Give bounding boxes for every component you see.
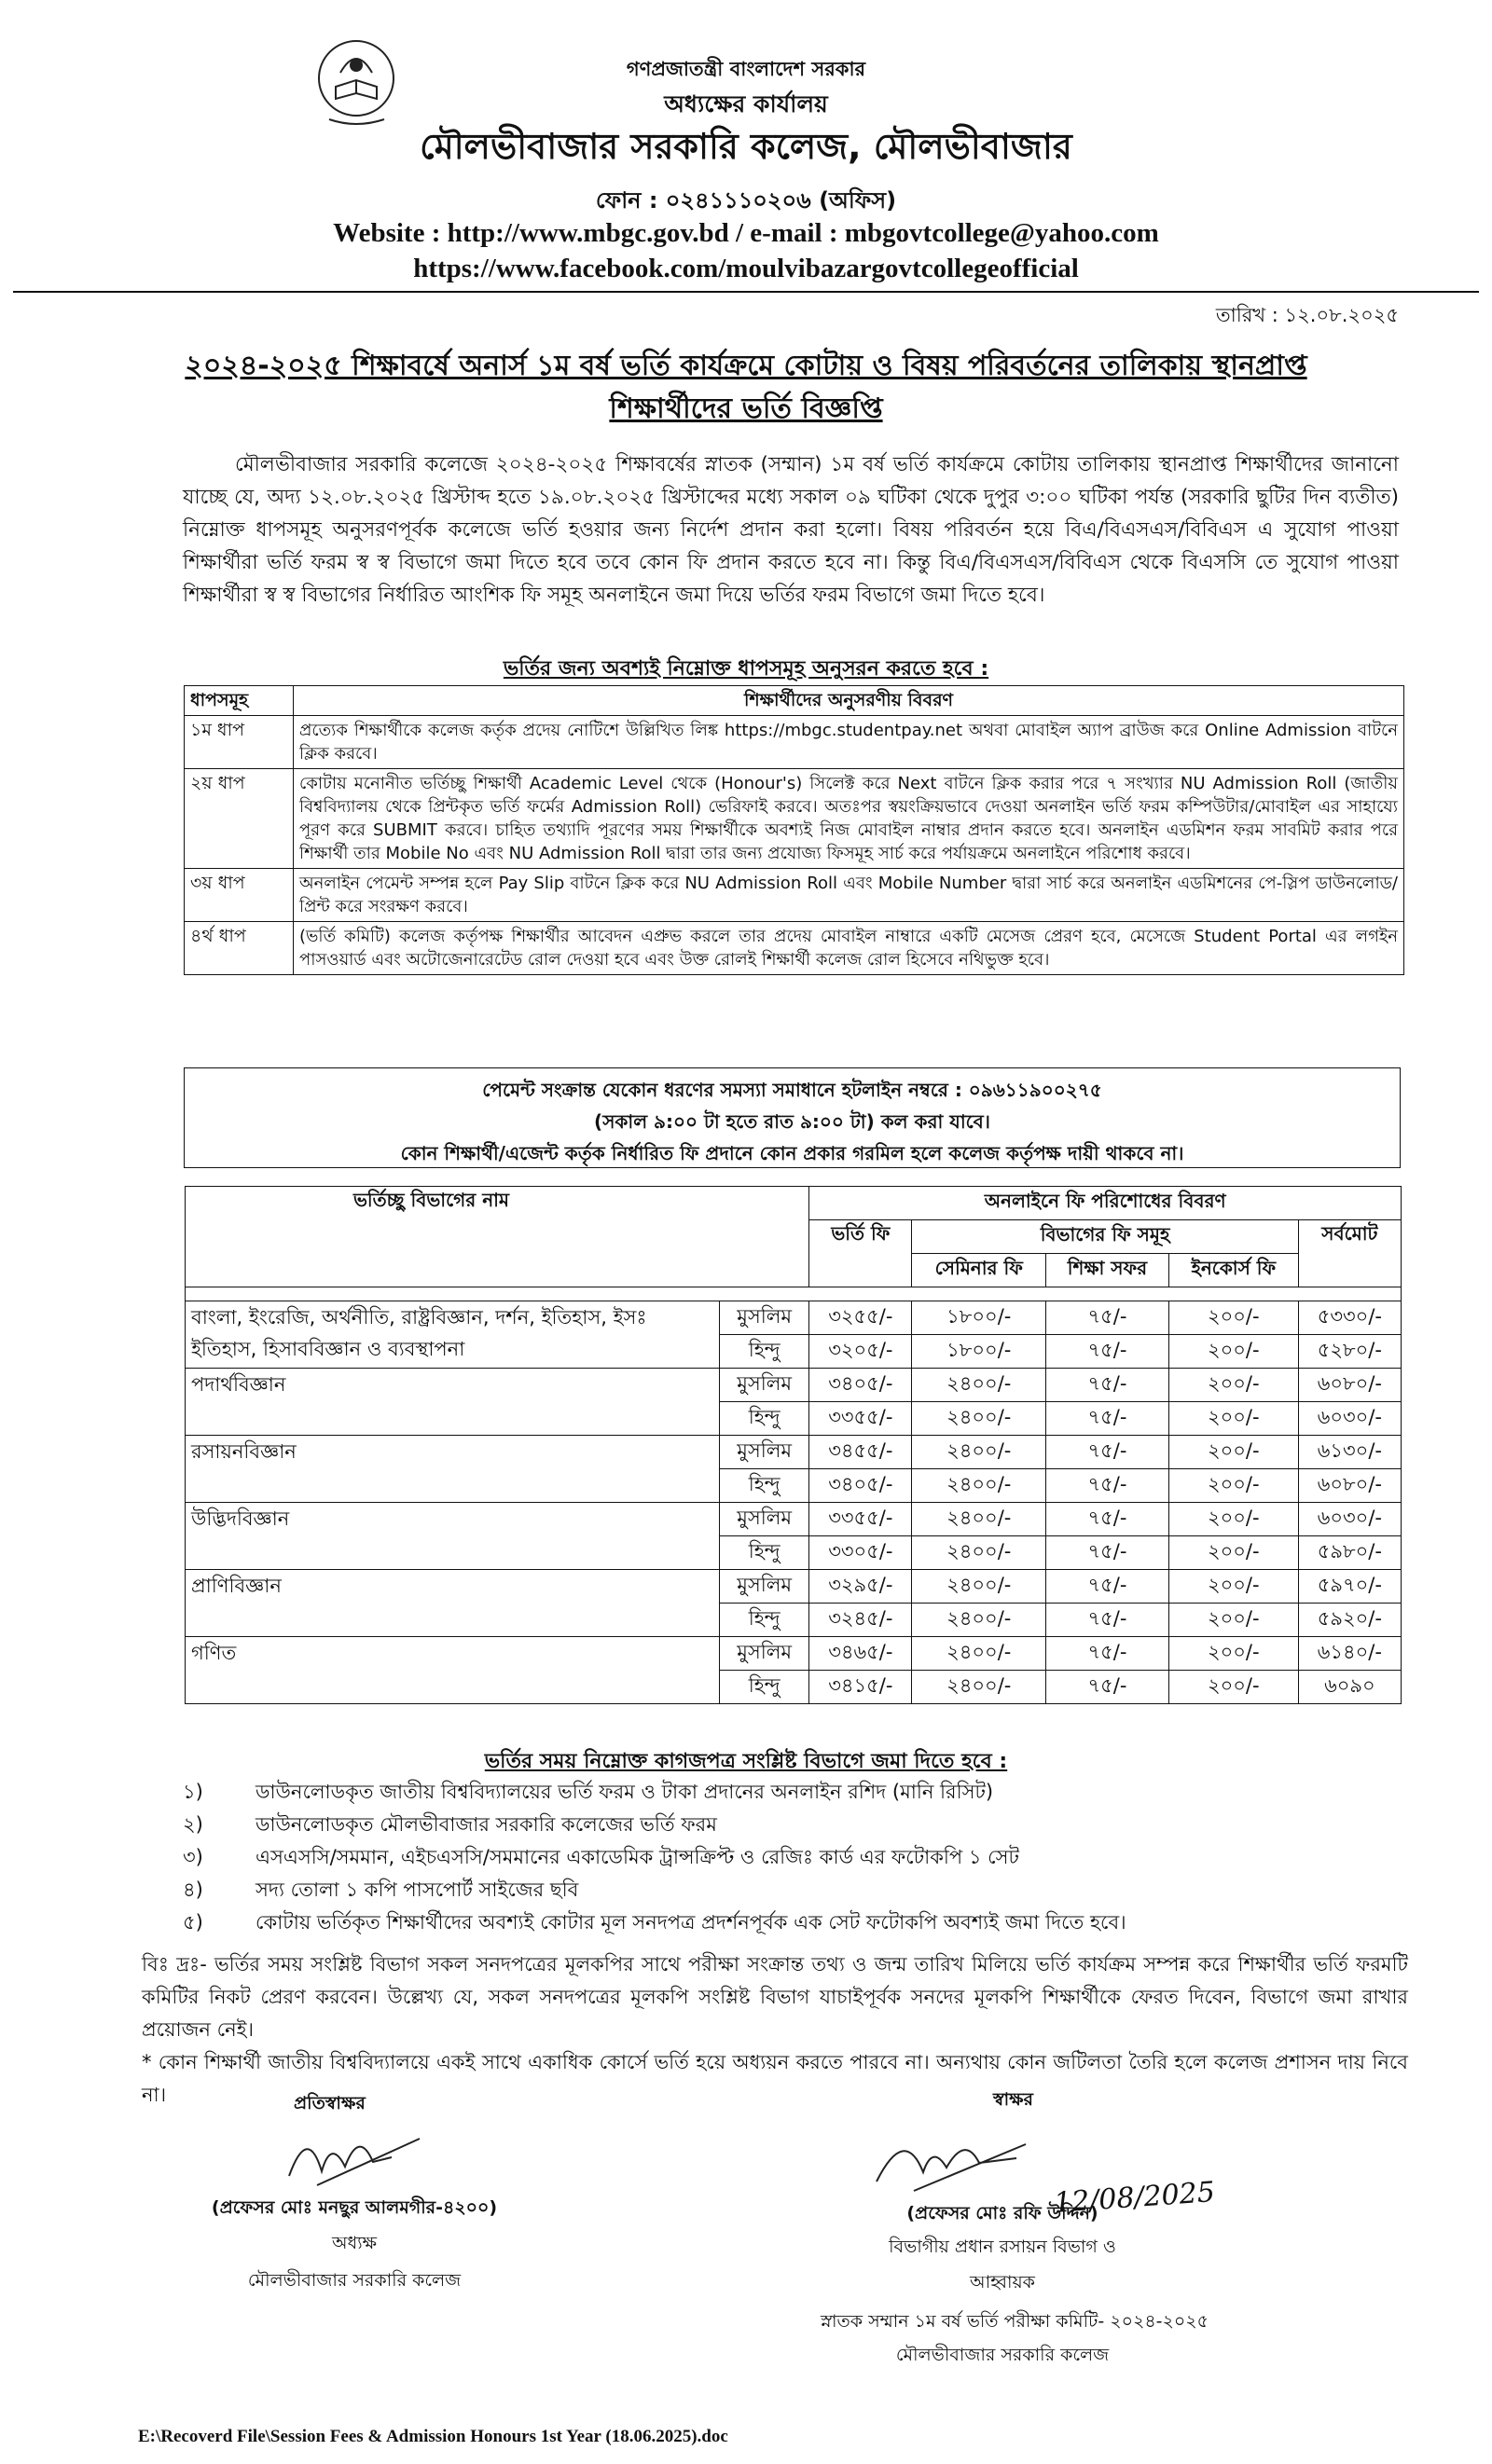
fee-col-dept: ভর্তিচ্ছু বিভাগের নাম: [186, 1187, 809, 1287]
incourse-fee-cell: ২০০/-: [1168, 1402, 1298, 1436]
list-item: ২) ডাউনলোডকৃত মৌলভীবাজার সরকারি কলেজের ভর্তি ফরম: [183, 1813, 717, 1836]
steps-col-desc: শিক্ষার্থীদের অনুসরণীয় বিবরণ: [294, 686, 1404, 716]
payment-hotline-notice: পেমেন্ট সংক্রান্ত যেকোন ধরণের সমস্যা সমাধানে হটলাইন নম্বরে : ০৯৬১১৯০০২৭৫ (সকাল ৯:০০ টা হতে রাত ৯:০০ টা) কল করা যাবে। কোন শিক্ষার্থী/এজেন্ট কর্তৃক নির্ধারিত ফি প্রদানে কোন প্রকার গরমিল হলে কলেজ কর্তৃপক্ষ দায়ী থাকবে না।: [184, 1067, 1401, 1168]
religion-cell: মুসলিম: [720, 1369, 809, 1402]
steps-table: [184, 685, 1404, 975]
admission-fee-cell: ৩৪০৫/-: [809, 1469, 912, 1503]
tour-fee-cell: ৭৫/-: [1046, 1436, 1169, 1469]
notes: [142, 1948, 1408, 2112]
department-name: প্রাণিবিজ্ঞান: [186, 1570, 720, 1637]
seminar-fee-cell: ২৪০০/-: [912, 1536, 1046, 1570]
admission-fee-cell: ৩৩০৫/-: [809, 1536, 912, 1570]
header-divider: [13, 291, 1479, 293]
convener-title-1: বিভাগীয় প্রধান রসায়ন বিভাগ ও: [889, 2237, 1116, 2257]
admission-fee-cell: ৩৪৬৫/-: [809, 1637, 912, 1671]
countersign-label: প্রতিস্বাক্ষর: [294, 2093, 366, 2113]
tour-fee-cell: ৭৫/-: [1046, 1369, 1169, 1402]
tour-fee-cell: ৭৫/-: [1046, 1469, 1169, 1503]
incourse-fee-cell: ২০০/-: [1168, 1335, 1298, 1369]
convener-signature-block: [821, 2086, 1209, 2372]
seminar-fee-cell: ২৪০০/-: [912, 1570, 1046, 1604]
total-fee-cell: ৬০৩০/-: [1298, 1503, 1401, 1536]
incourse-fee-cell: ২০০/-: [1168, 1469, 1298, 1503]
table-row: [186, 1301, 1402, 1335]
admission-fee-cell: ৩৪৫৫/-: [809, 1436, 912, 1469]
govt-name: গণপ্রজাতন্ত্রী বাংলাদেশ সরকার: [626, 58, 866, 80]
list-item: ৩) এসএসসি/সমমান, এইচএসসি/সমমানের একাডেমিক ট্রান্সক্রিপ্ট ও রেজিঃ কার্ড এর ফটোকপি ১ সেট: [183, 1846, 1020, 1868]
table-row: ১ম ধাপ প্রত্যেক শিক্ষার্থীকে কলেজ কর্তৃক প্রদেয় নোটিশে উল্লিখিত লিঙ্ক https://mbgc.studentpay.net অথবা মোবাইল অ্যাপ ব্রাউজ করে Online Admission বাটনে ক্লিক করবে।: [185, 716, 1404, 769]
religion-cell: হিন্দু: [720, 1536, 809, 1570]
principal-org: মৌলভীবাজার সরকারি কলেজ: [247, 2270, 462, 2291]
tour-fee-cell: ৭৫/-: [1046, 1503, 1169, 1536]
fee-col-seminar: সেমিনার ফি: [912, 1254, 1046, 1287]
fee-col-online: অনলাইনে ফি পরিশোধের বিবরণ: [809, 1187, 1402, 1220]
principal-title: অধ্যক্ষ: [331, 2233, 377, 2253]
steps-heading: ভর্তির জন্য অবশ্যই নিম্নোক্ত ধাপসমূহ অনুসরন করতে হবে :: [503, 657, 989, 681]
admission-fee-cell: ৩৪১৫/-: [809, 1671, 912, 1704]
total-fee-cell: ৬১৩০/-: [1298, 1436, 1401, 1469]
admission-fee-cell: ৩৩৫৫/-: [809, 1503, 912, 1536]
total-fee-cell: ৫৯৮০/-: [1298, 1536, 1401, 1570]
table-row: ৩য় ধাপ অনলাইন পেমেন্ট সম্পন্ন হলে Pay Slip বাটনে ক্লিক করে NU Admission Roll এবং Mobile Number দ্বারা সার্চ করে অনলাইন এডমিশনের পে-স্লিপ ডাউনলোড/প্রিন্ট করে সংরক্ষণ করবে।: [185, 869, 1404, 922]
convener-title-2: আহ্বায়ক: [970, 2272, 1035, 2292]
table-row: ৪র্থ ধাপ (ভর্তি কমিটি) কলেজ কর্তৃপক্ষ শিক্ষার্থীর আবেদন এপ্রুভ করলে তার প্রদেয় মোবাইল নাম্বারে একটি মেসেজ প্রেরণ হবে, মেসেজে Student Portal এর লগইন পাসওয়ার্ড এবং অটোজেনারেটেড রোল দেওয়া হবে এবং উক্ত রোলই শিক্ষার্থী কলেজ রোল হিসেবে নথিভুক্ত হবে।: [185, 922, 1404, 975]
documents-list: [183, 1777, 1404, 1940]
seminar-fee-cell: ১৮০০/-: [912, 1335, 1046, 1369]
religion-cell: হিন্দু: [720, 1604, 809, 1637]
star-note: * কোন শিক্ষার্থী জাতীয় বিশ্ববিদ্যালয়ে একই সাথে একাধিক কোর্সে ভর্তি হয়ে অধ্যয়ন করতে পারবে না। অন্যথায় কোন জটিলতা তৈরি হলে কলেজ প্রশাসন দায় নিবে না।: [142, 2051, 1408, 2106]
seminar-fee-cell: ১৮০০/-: [912, 1301, 1046, 1335]
tour-fee-cell: ৭৫/-: [1046, 1335, 1169, 1369]
seminar-fee-cell: ২৪০০/-: [912, 1369, 1046, 1402]
title-line-2: শিক্ষার্থীদের ভর্তি বিজ্ঞপ্তি: [609, 392, 883, 425]
convener-name: (প্রফেসর মোঃ রফি উদ্দিন): [906, 2203, 1098, 2223]
admission-fee-cell: ৩২৪৫/-: [809, 1604, 912, 1637]
fee-table: [185, 1186, 1402, 1704]
religion-cell: মুসলিম: [720, 1570, 809, 1604]
religion-cell: হিন্দু: [720, 1402, 809, 1436]
fee-col-admission: ভর্তি ফি: [809, 1220, 912, 1287]
tour-fee-cell: ৭৫/-: [1046, 1637, 1169, 1671]
committee-name: স্নাতক সম্মান ১ম বর্ষ ভর্তি পরীক্ষা কমিটি- ২০২৪-২০২৫: [821, 2311, 1209, 2332]
facebook-link: https://www.facebook.com/moulvibazargovtcollegeofficial: [413, 254, 1079, 283]
tour-fee-cell: ৭৫/-: [1046, 1301, 1169, 1335]
religion-cell: মুসলিম: [720, 1637, 809, 1671]
seminar-fee-cell: ২৪০০/-: [912, 1604, 1046, 1637]
intro-paragraph: মৌলভীবাজার সরকারি কলেজে ২০২৪-২০২৫ শিক্ষাবর্ষের স্নাতক (সম্মান) ১ম বর্ষ ভর্তি কার্যক্রমে কোটায় তালিকায় স্থানপ্রাপ্ত শিক্ষার্থীদের জানানো যাচ্ছে যে, অদ্য ১২.০৮.২০২৫ খ্রিস্টাব্দ হতে ১৯.০৮.২০২৫ খ্রিস্টাব্দের মধ্যে সকাল ০৯ ঘটিকা থেকে দুপুর ৩:০০ ঘটিকা পর্যন্ত (সরকারি ছুটির দিন ব্যতীত) নিম্নোক্ত ধাপসমূহ অনুসরণপূর্বক কলেজে ভর্তি হওয়ার জন্য নির্দেশ প্রদান করা হলো। বিষয় পরিবর্তন হয়ে বিএ/বিএসএস/বিবিএস এ সুযোগ পাওয়া শিক্ষার্থীরা ভর্তি ফরম স্ব স্ব বিভাগে জমা দিতে হবে তবে কোন ফি প্রদান করতে হবে না। কিন্তু বিএ/বিএসএস/বিবিএস থেকে বিএসসি তে সুযোগ পাওয়া শিক্ষার্থীরা স্ব স্ব বিভাগের নির্ধারিত আংশিক ফি সমূহ অনলাইনে জমা দিয়ে ভর্তির ফরম বিভাগে জমা দিতে হবে।: [183, 453, 1399, 607]
handwritten-signature-left-icon: [280, 2120, 429, 2195]
incourse-fee-cell: ২০০/-: [1168, 1637, 1298, 1671]
documents-heading: ভর্তির সময় নিম্নোক্ত কাগজপত্র সংশ্লিষ্ট বিভাগে জমা দিতে হবে :: [484, 1750, 1008, 1773]
principal-name: (প্রফেসর মোঃ মনছুর আলমগীর-৪২০০): [211, 2197, 498, 2218]
seminar-fee-cell: ২৪০০/-: [912, 1671, 1046, 1704]
notice-title: [84, 345, 1408, 431]
seminar-fee-cell: ২৪০০/-: [912, 1637, 1046, 1671]
incourse-fee-cell: ২০০/-: [1168, 1570, 1298, 1604]
seminar-fee-cell: ২৪০০/-: [912, 1402, 1046, 1436]
admission-fee-cell: ৩৩৫৫/-: [809, 1402, 912, 1436]
admission-fee-cell: ৩২৫৫/-: [809, 1301, 912, 1335]
incourse-fee-cell: ২০০/-: [1168, 1369, 1298, 1402]
table-row: [186, 1570, 1402, 1604]
table-row: [186, 1637, 1402, 1671]
list-item: ৫) কোটায় ভর্তিকৃত শিক্ষার্থীদের অবশ্যই কোটার মূল সনদপত্র প্রদর্শনপূর্বক এক সেট ফটোকপি অবশ্যই জমা দিতে হবে।: [183, 1911, 1126, 1934]
tour-fee-cell: ৭৫/-: [1046, 1570, 1169, 1604]
list-item: ১) ডাউনলোডকৃত জাতীয় বিশ্ববিদ্যালয়ের ভর্তি ফরম ও টাকা প্রদানের অনলাইন রশিদ (মানি রিসিট): [183, 1781, 994, 1803]
religion-cell: মুসলিম: [720, 1436, 809, 1469]
handwritten-date: 12/08/2025: [1052, 2176, 1216, 2220]
total-fee-cell: ৬০৩০/-: [1298, 1402, 1401, 1436]
religion-cell: হিন্দু: [720, 1469, 809, 1503]
tour-fee-cell: ৭৫/-: [1046, 1402, 1169, 1436]
website-email: Website : http://www.mbgc.gov.bd / e-mail : mbgovtcollege@yahoo.com: [333, 218, 1159, 248]
total-fee-cell: ৬০৯০: [1298, 1671, 1401, 1704]
fee-col-total: সর্বমোট: [1298, 1220, 1401, 1287]
fee-col-tour: শিক্ষা সফর: [1046, 1254, 1169, 1287]
seminar-fee-cell: ২৪০০/-: [912, 1436, 1046, 1469]
total-fee-cell: ৬১৪০/-: [1298, 1637, 1401, 1671]
department-name: রসায়নবিজ্ঞান: [186, 1436, 720, 1503]
convener-org: মৌলভীবাজার সরকারি কলেজ: [895, 2345, 1110, 2365]
tour-fee-cell: ৭৫/-: [1046, 1671, 1169, 1704]
admission-fee-cell: ৩৪০৫/-: [809, 1369, 912, 1402]
notice-date: তারিখ : ১২.০৮.২০২৫: [1215, 304, 1399, 326]
incourse-fee-cell: ২০০/-: [1168, 1436, 1298, 1469]
admission-fee-cell: ৩২০৫/-: [809, 1335, 912, 1369]
office-name: অধ্যক্ষের কার্যালয়: [664, 90, 828, 117]
total-fee-cell: ৬০৮০/-: [1298, 1469, 1401, 1503]
nb-note: বিঃ দ্রঃ- ভর্তির সময় সংশ্লিষ্ট বিভাগ সকল সনদপত্রের মূলকপির সাথে পরীক্ষা সংক্রান্ত তথ্য ও জন্ম তারিখ মিলিয়ে ভর্তি কার্যক্রম সম্পন্ন করে শিক্ষার্থীর ভর্তি ফরমটি কমিটির নিকট প্রেরণ করবেন। উল্লেখ্য যে, সকল সনদপত্রের মূলকপি সংশ্লিষ্ট বিভাগ যাচাইপূর্বক সনদের মূলকপি শিক্ষার্থীকে ফেরত দিবেন, বিভাগে জমা রাখার প্রয়োজন নেই।: [142, 1953, 1408, 2041]
table-row: [186, 1369, 1402, 1402]
seminar-fee-cell: ২৪০০/-: [912, 1503, 1046, 1536]
fee-col-dept-fees: বিভাগের ফি সমূহ: [912, 1220, 1298, 1254]
incourse-fee-cell: ২০০/-: [1168, 1604, 1298, 1637]
total-fee-cell: ৫৯৭০/-: [1298, 1570, 1401, 1604]
seminar-fee-cell: ২৪০০/-: [912, 1469, 1046, 1503]
fee-col-incourse: ইনকোর্স ফি: [1168, 1254, 1298, 1287]
total-fee-cell: ৫৯২০/-: [1298, 1604, 1401, 1637]
total-fee-cell: ৫২৮০/-: [1298, 1335, 1401, 1369]
college-name: মৌলভীবাজার সরকারি কলেজ, মৌলভীবাজার: [420, 126, 1072, 167]
table-row: ২য় ধাপ কোটায় মনোনীত ভর্তিচ্ছু শিক্ষার্থী Academic Level থেকে (Honour's) সিলেক্ট করে Next বাটনে ক্লিক করার পরে ৭ সংখ্যার NU Admission Roll (জাতীয় বিশ্ববিদ্যালয় থেকে প্রিন্টকৃত ভর্তি ফর্মের Admission Roll) ভেরিফাই করবে। অতঃপর স্বয়ংক্রিয়ভাবে দেওয়া অনলাইন ভর্তি ফরম কম্পিউটার/মোবাইল এর সাহায্যে পূরণ করে SUBMIT করবে। চাহিত তথ্যাদি পূরণের সময় শিক্ষার্থীকে অবশ্যই নিজ মোবাইল নাম্বার প্রদান করতে হবে। অনলাইন এডমিশন ফরম সাবমিট করার পরে শিক্ষার্থী তার Mobile No এবং NU Admission Roll দ্বারা তার জন্য প্রযোজ্য ফিসমূহ সার্চ করে পর্যায়ক্রমে অনলাইনে পরিশোধ করবে।: [185, 769, 1404, 869]
department-name: গণিত: [186, 1637, 720, 1704]
incourse-fee-cell: ২০০/-: [1168, 1536, 1298, 1570]
steps-col-step: ধাপসমূহ: [185, 686, 294, 716]
department-name: পদার্থবিজ্ঞান: [186, 1369, 720, 1436]
table-row: [186, 1436, 1402, 1469]
incourse-fee-cell: ২০০/-: [1168, 1503, 1298, 1536]
office-phone: ফোন : ০২৪১১১০২০৬ (অফিস): [595, 187, 897, 213]
total-fee-cell: ৬০৮০/-: [1298, 1369, 1401, 1402]
principal-signature-block: [177, 2090, 532, 2297]
department-name: উদ্ভিদবিজ্ঞান: [186, 1503, 720, 1570]
file-path-footer: E:\Recoverd File\Session Fees & Admission Honours 1st Year (18.06.2025).doc: [138, 2427, 728, 2446]
title-line-1: ২০২৪-২০২৫ শিক্ষাবর্ষে অনার্স ১ম বর্ষ ভর্তি কার্যক্রমে কোটায় ও বিষয় পরিবর্তনের তালিকায় স্থানপ্রাপ্ত: [185, 350, 1307, 382]
total-fee-cell: ৫৩৩০/-: [1298, 1301, 1401, 1335]
list-item: ৪) সদ্য তোলা ১ কপি পাসপোর্ট সাইজের ছবি: [183, 1879, 579, 1901]
sign-label: স্বাক্ষর: [993, 2089, 1033, 2110]
incourse-fee-cell: ২০০/-: [1168, 1301, 1298, 1335]
department-name: বাংলা, ইংরেজি, অর্থনীতি, রাষ্ট্রবিজ্ঞান, দর্শন, ইতিহাস, ইসঃ ইতিহাস, হিসাববিজ্ঞান ও ব্যবস্থাপনা: [186, 1301, 720, 1369]
religion-cell: হিন্দু: [720, 1335, 809, 1369]
admission-fee-cell: ৩২৯৫/-: [809, 1570, 912, 1604]
tour-fee-cell: ৭৫/-: [1046, 1604, 1169, 1637]
table-row: [186, 1503, 1402, 1536]
religion-cell: মুসলিম: [720, 1503, 809, 1536]
handwritten-signature-right-icon: [858, 2116, 1035, 2200]
religion-cell: মুসলিম: [720, 1301, 809, 1335]
religion-cell: হিন্দু: [720, 1671, 809, 1704]
incourse-fee-cell: ২০০/-: [1168, 1671, 1298, 1704]
tour-fee-cell: ৭৫/-: [1046, 1536, 1169, 1570]
